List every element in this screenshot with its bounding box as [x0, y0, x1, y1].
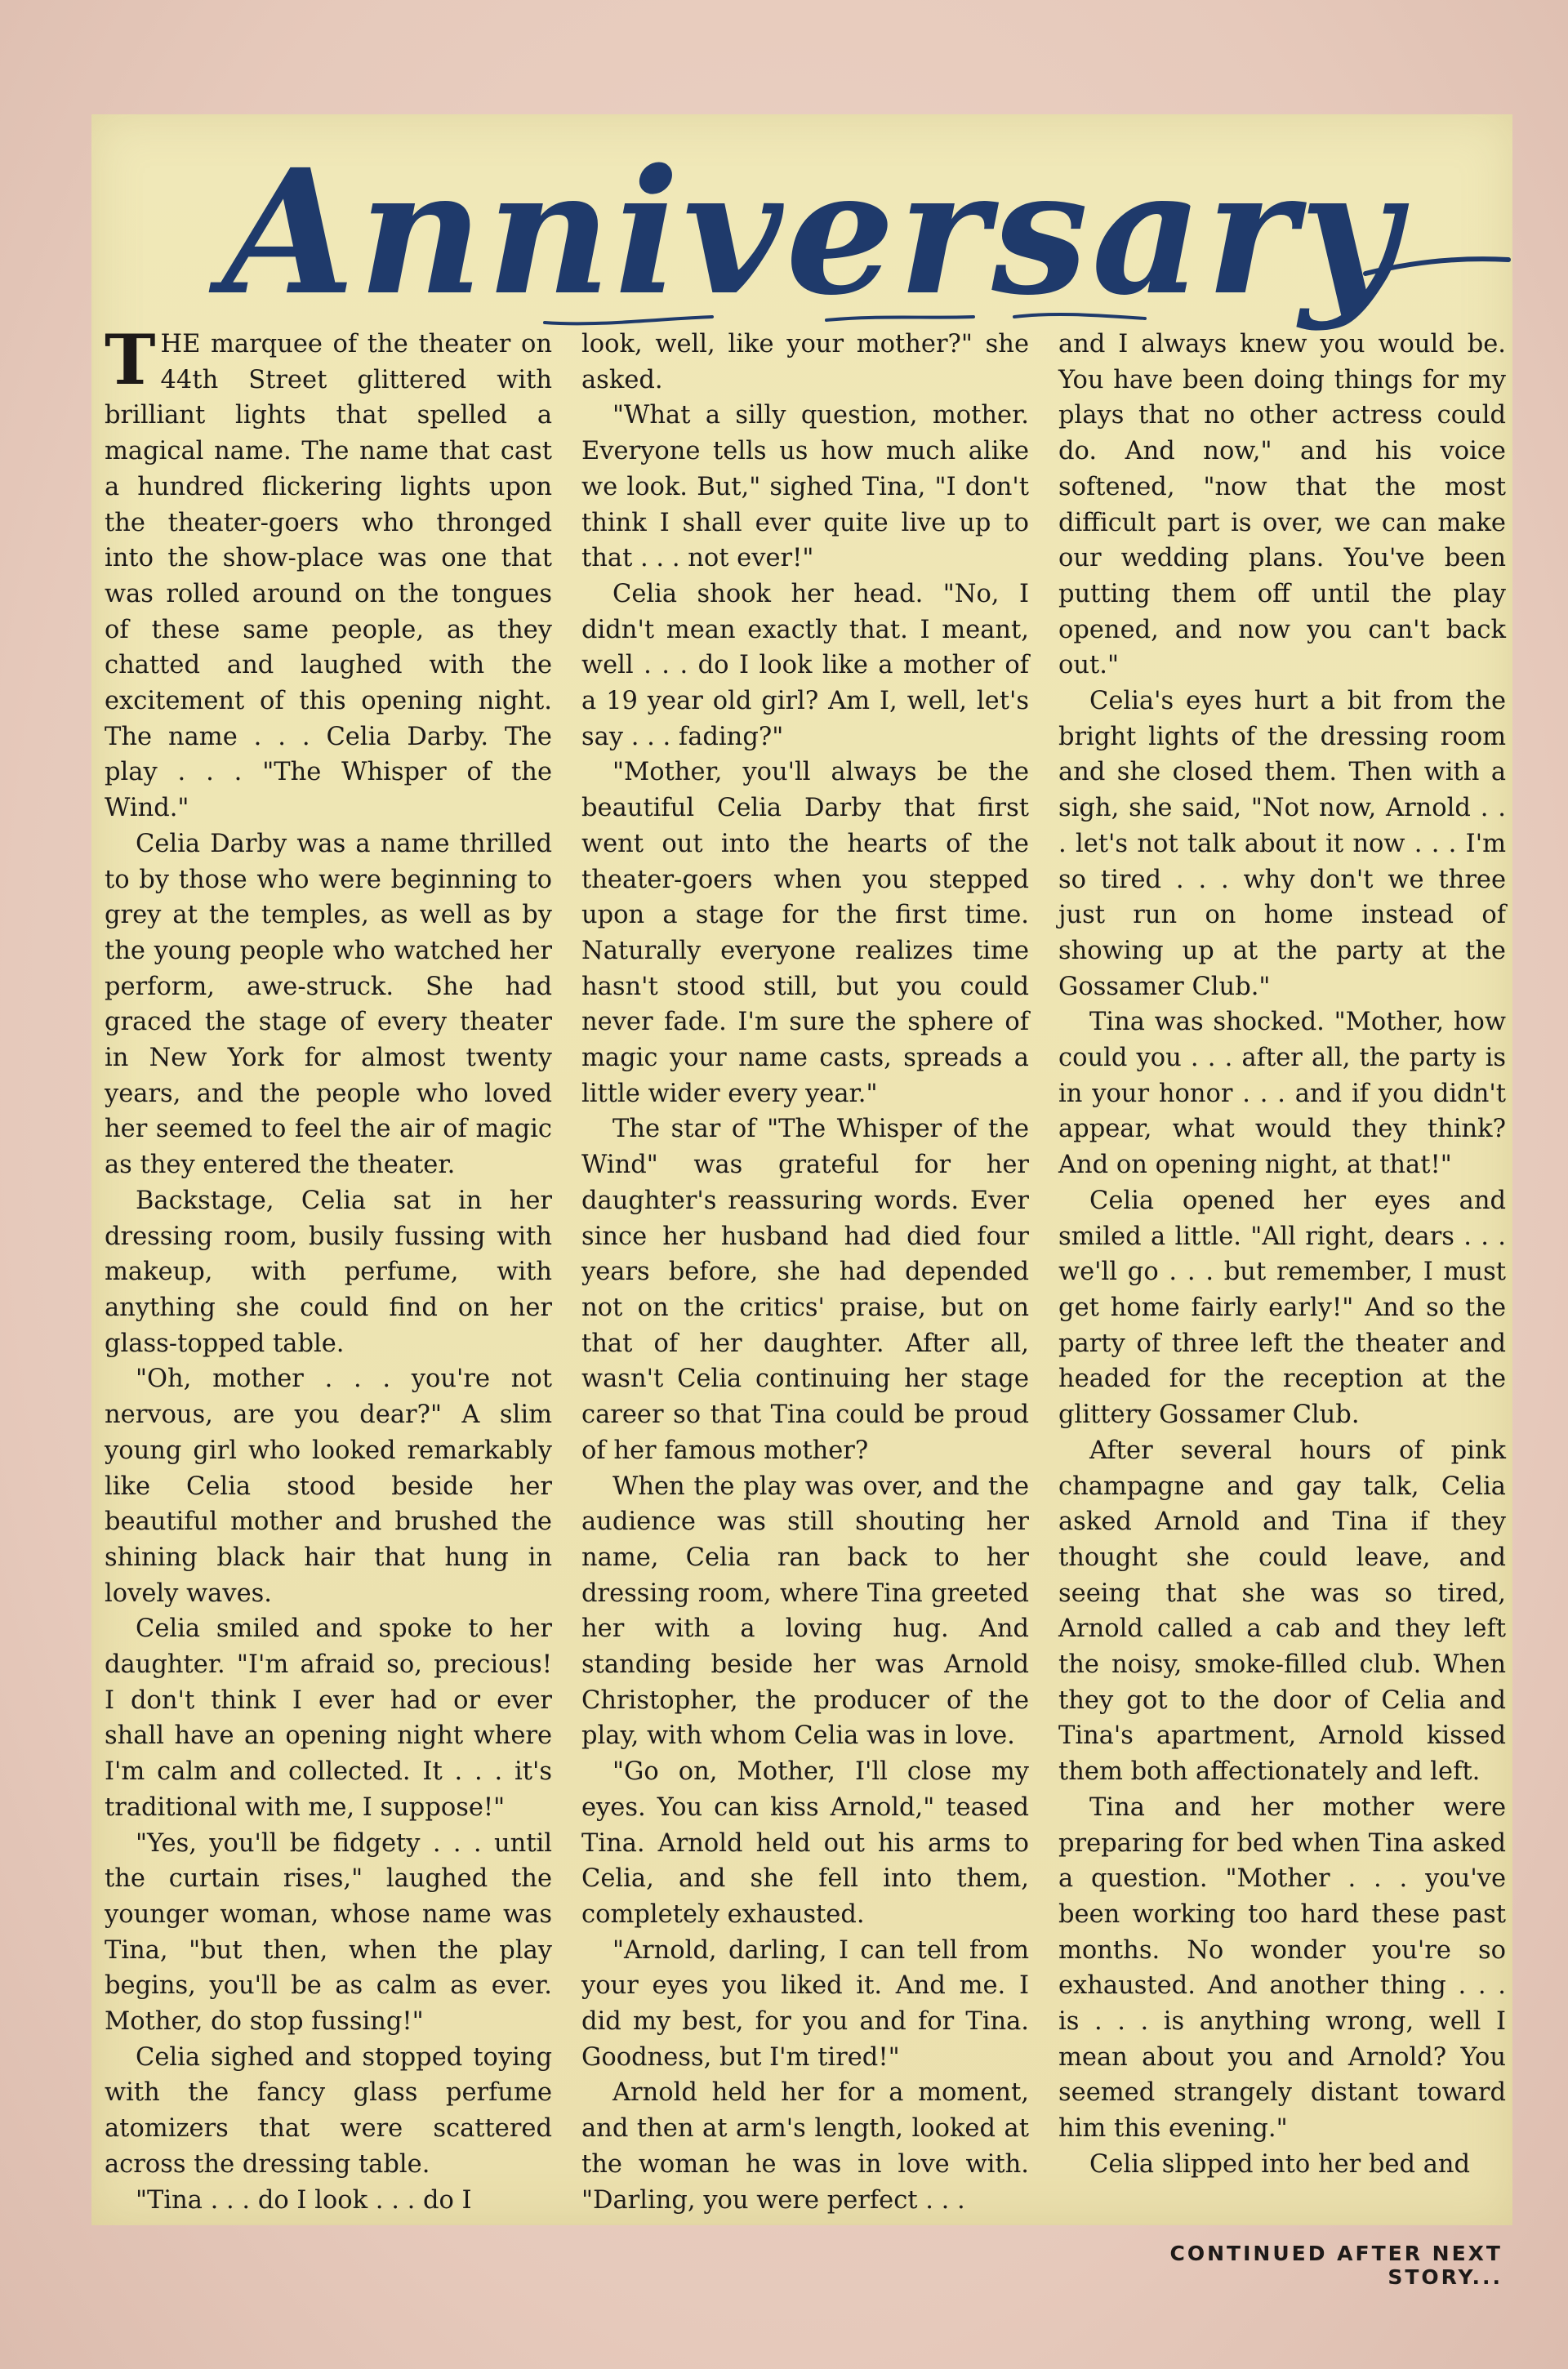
paragraph	[105, 319, 552, 826]
paragraph: Celia smiled and spoke to her daughter. "I'm afraid so, precious! I don't think I ever had or ever shall have an opening night where I'm calm and collected. It . . . it's traditional with me, I suppose!"	[105, 1614, 552, 1822]
story-title: Anniversary	[222, 131, 1403, 333]
paragraph: Celia shook her head. "No, I didn't mean exactly that. I meant, well . . . do I look like a mother of a 19 year old girl? Am I, well, let's say . . . fading?"	[581, 579, 1029, 751]
paragraph: "Go on, Mother, I'll close my eyes. You can kiss Arnold," teased Tina. Arnold held out his arms to Celia, and she fell into them, completely exhausted.	[581, 1757, 1029, 1929]
paragraph: "Tina . . . do I look . . . do I	[136, 2185, 472, 2215]
title-area	[91, 122, 1512, 335]
drop-cap: T	[105, 319, 156, 400]
column-3	[1058, 327, 1506, 2197]
paragraph: and I always knew you would be. You have been doing things for my plays that no other actress could do. And now," and his voice softened, "now that the most difficult part is over, we can make our wedding plans. You've been putting them off until the play opened, and now you can't back out."	[1058, 330, 1506, 680]
column-2	[581, 327, 1029, 2215]
column-1	[105, 319, 552, 2215]
paragraph: "Oh, mother . . . you're not nervous, are you dear?" A slim young girl who looked remarkably like Celia stood beside her beautiful mother and brushed the shining black hair that hung in lovely waves.	[105, 1365, 552, 1608]
paragraph: Celia opened her eyes and smiled a little. "All right, dears . . . we'll go . . . but remember, I must get home fairly early!" And so the party of three left the theater and headed for the reception at the glittery Gossamer Club.	[1058, 1186, 1506, 1430]
paragraph: Celia's eyes hurt a bit from the bright lights of the dressing room and she closed them. Then with a sigh, she said, "Not now, Arnold . . . let's not talk about it now . . . I'm so tired . . . why don't we three just run on home instead of showing up at the party at the Gossamer Club."	[1058, 687, 1506, 1001]
paragraph: After several hours of pink champagne and gay talk, Celia asked Arnold and Tina if they thought she could leave, and seeing that she was so tired, Arnold called a cab and they left the noisy, smoke-filled club. When they got to the door of Celia and Tina's apartment, Arnold kissed them both affectionately and left.	[1058, 1436, 1506, 1787]
paragraph-text: HE marquee of the theater on 44th Street glittered with brilliant lights that spelled a magical name. The name that cast a hundred flickering lights upon the theater-goers who thronged into the show-place was one that was rolled around on the tongues of these same people, as they chatted and laughed with the excitement of this opening night. The name . . . Celia Darby. The play . . . "The Whisper of the Wind."	[105, 330, 552, 823]
paragraph: When the play was over, and the audience was still shouting her name, Celia ran back to her dressing room, where Tina greeted her with a loving hug. And standing beside her was Arnold Christopher, the producer of the play, with whom Celia was in love.	[581, 1472, 1029, 1751]
paragraph: Celia sighed and stopped toying with the fancy glass perfume atomizers that were scattered across the dressing table.	[105, 2042, 552, 2179]
paragraph: "Arnold, darling, I can tell from your eyes you liked it. And me. I did my best, for you and for Tina. Goodness, but I'm tired!"	[581, 1935, 1029, 2072]
paragraph: "Mother, you'll always be the beautiful Celia Darby that first went out into the hearts of the theater-goers when you stepped upon a stage for the first time. Naturally everyone realizes time hasn't stood still, but you could never fade. I'm sure the sphere of magic your name casts, spreads a little wider every year."	[581, 758, 1029, 1108]
paragraph: The star of "The Whisper of the Wind" was grateful for her daughter's reassuring words. Ever since her husband had died four years before, she had depended not on the critics' praise, but on that of her daughter. After all, wasn't Celia continuing her stage career so that Tina could be proud of her famous mother?	[581, 1115, 1029, 1465]
paragraph: "What a silly question, mother. Everyone tells us how much alike we look. But," sighed Tina, "I don't think I shall ever quite live up to that . . . not ever!"	[581, 401, 1029, 573]
paragraph: Tina was shocked. "Mother, how could you . . . after all, the party is in your honor . . . and if you didn't appear, what would they think? And on opening night, at that!"	[1058, 1008, 1506, 1180]
paragraph: Tina and her mother were preparing for bed when Tina asked a question. "Mother . . . you've been working too hard these past months. No wonder you're so exhausted. And another thing . . . is . . . is anything wrong, well I mean about you and Arnold? You seemed strangely distant toward him this evening."	[1058, 1792, 1506, 2144]
paragraph: look, well, like your mother?" she asked.	[581, 330, 1029, 394]
continued-note: CONTINUED AFTER NEXT STORY...	[1169, 2242, 1503, 2289]
paragraph: Backstage, Celia sat in her dressing room, busily fussing with makeup, with perfume, with anything she could find on her glass-topped table.	[105, 1186, 552, 1358]
paragraph: Celia Darby was a name thrilled to by those who were beginning to grey at the temples, as well as by the young people who watched her perform, awe-struck. She had graced the stage of every theater in New York for almost twenty years, and the people who loved her seemed to feel the air of magic as they entered the theater.	[105, 829, 552, 1180]
story-columns	[105, 319, 1506, 2215]
paragraph: Arnold held her for a moment, and then at arm's length, looked at the woman he was in love with. "Darling, you were perfect . . .	[581, 2078, 1029, 2215]
paragraph: Celia slipped into her bed and	[1089, 2149, 1471, 2179]
paragraph: "Yes, you'll be fidgety . . . until the curtain rises," laughed the younger woman, whose name was Tina, "but then, when the play begins, you'll be as calm as ever. Mother, do stop fussing!"	[105, 1828, 552, 2037]
